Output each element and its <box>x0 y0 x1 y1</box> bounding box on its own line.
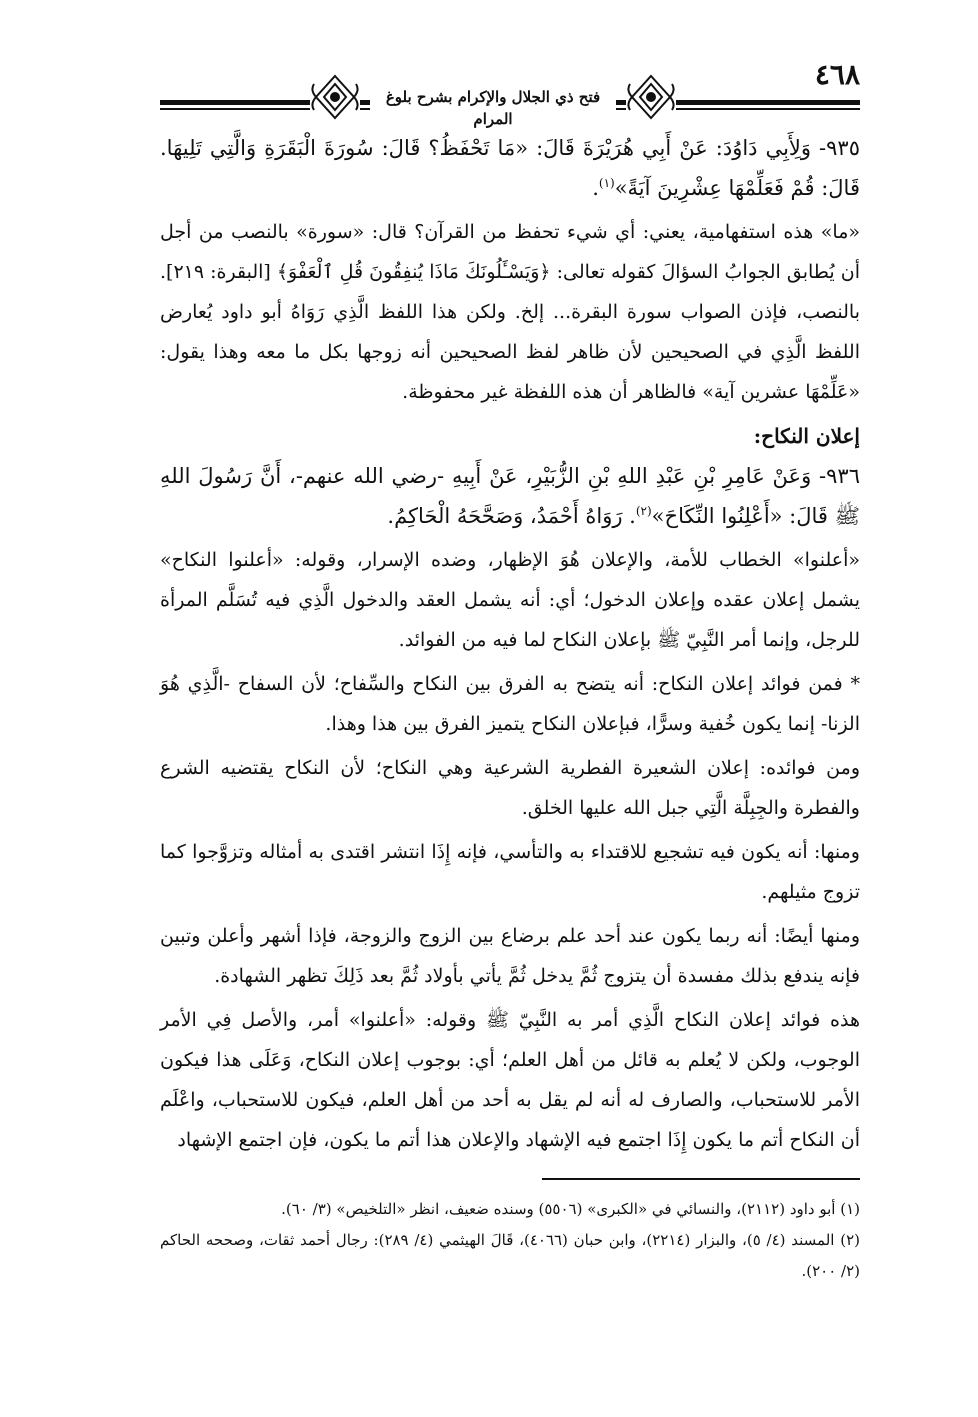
commentary-paragraph: «ما» هذه استفهامية، يعني: أي شيء تحفظ من القرآن؟ قال: «سورة» بالنصب من أجل أن يُطابق الجوابُ السؤالَ كقوله تعالى: ﴿وَيَسْـَٔلُونَكَ مَاذَا يُنفِقُونَ قُلِ ٱلْعَفْوَ﴾ [البقرة: ٢١٩]. بالنصب، فإذن الصواب سورة البقرة... إلخ. ولكن هذا اللفظ الَّذِي رَوَاهُ أبو داود يُعارض اللفظ الَّذِي في الصحيحين لأن ظاهر لفظ الصحيحين أنه زوجها بكل ما معه وهذا يقول: «عَلِّمْهَا عشرين آية» فالظاهر أن هذه اللفظة غير محفوظة. <box>160 221 860 403</box>
footnote-ref-1: (١) <box>598 176 615 190</box>
commentary-paragraph: هذه فوائد إعلان النكاح الَّذِي أمر به النَّبِيّ ﷺ وقوله: «أعلنوا» أمر، والأصل فِي الأمر الوجوب، ولكن لا يُعلم به قائل من أهل العلم؛ أي: بوجوب إعلان النكاح، وَعَلَى هذا فيكون الأمر للاستحباب، والصارف له أنه لم يقل به أحد من أهل العلم، فيكون للاستحباب، واعْلَم أن النكاح أتم ما يكون إِذَا اجتمع فيه الإشهاد والإعلان هذا أتم ما يكون، فإن اجتمع الإشهاد <box>160 1009 860 1151</box>
hadith-935-text: ٩٣٥- وَلِأَبِي دَاوُدَ: عَنْ أَبِي هُرَيْرَةَ قَالَ: «مَا تَحْفَظُ؟ قَالَ: سُورَةَ الْبَقَرَةِ وَالَّتِي تَلِيهَا. قَالَ: قُمْ فَعَلِّمْهَا عِشْرِينَ آيَةً» <box>160 136 860 200</box>
hadith-935-end: . <box>592 176 599 200</box>
footnote-ref-2: (٢) <box>635 504 652 518</box>
commentary-paragraph: ومنها: أنه يكون فيه تشجيع للاقتداء به والتأسي، فإنه إِذَا انتشر اقتدى به أمثاله وتزوَّجوا كما تزوج مثيلهم. <box>160 841 860 903</box>
ornament-icon <box>310 72 360 122</box>
section-heading: إعلان النكاح: <box>753 424 860 448</box>
hadith-936-end: . رَوَاهُ أَحْمَدُ، وَصَحَّحَهُ الْحَاكِمُ. <box>387 504 636 528</box>
footnotes <box>160 1194 860 1287</box>
running-title: فتح ذي الجلال والإكرام بشرح بلوغ المرام <box>370 86 616 130</box>
footnote-1: (١) أبو داود (٢١١٢)، والنسائي في «الكبرى» (٥٥٠٦) وسنده ضعيف، انظر «التلخيص» (٣/ ٦٠). <box>281 1199 860 1218</box>
main-text <box>160 128 860 1160</box>
commentary-paragraph: «أعلنوا» الخطاب للأمة، والإعلان هُوَ الإظهار، وضده الإسرار، وقوله: «أعلنوا النكاح» يشمل إعلان عقده وإعلان الدخول؛ أي: أنه يشمل العقد والدخول الَّذِي فيه تُسَلَّم المرأة للرجل، وإنما أمر النَّبِيّ ﷺ بإعلان النكاح لما فيه من الفوائد. <box>160 549 860 651</box>
footnote-separator <box>542 1178 860 1180</box>
commentary-paragraph: ومنها أيضًا: أنه ربما يكون عند أحد علم برضاع بين الزوج والزوجة، فإذا أشهر وأعلن وتبين فإنه يندفع بذلك مفسدة أن يتزوج ثُمَّ يدخل ثُمَّ يأتي بأولاد ثُمَّ بعد ذَلِكَ تظهر الشهادة. <box>160 925 860 987</box>
hadith-935 <box>160 128 860 208</box>
ornament-icon <box>626 72 676 122</box>
page-number: ٤٦٨ <box>811 58 864 91</box>
hadith-936 <box>160 456 860 536</box>
commentary-paragraph: ومن فوائده: إعلان الشعيرة الفطرية الشرعية وهي النكاح؛ لأن النكاح يقتضيه الشرع والفطرة والجِبِلَّة الَّتِي جبل الله عليها الخلق. <box>160 757 860 819</box>
commentary-paragraph: * فمن فوائد إعلان النكاح: أنه يتضح به الفرق بين النكاح والسِّفاح؛ لأن السفاح -الَّذِي هُوَ الزنا- إنما يكون خُفية وسرًّا، فبإعلان النكاح يتميز الفرق بين هذا وهذا. <box>160 673 860 735</box>
hadith-936-text: ٩٣٦- وَعَنْ عَامِرِ بْنِ عَبْدِ اللهِ بْنِ الزُّبَيْرِ، عَنْ أَبِيهِ -رضي الله عنهم-، أَنَّ رَسُولَ اللهِ ﷺ قَالَ: «أَعْلِنُوا النِّكَاحَ» <box>160 464 860 528</box>
page-header <box>160 58 860 128</box>
footnote-2: (٢) المسند (٤/ ٥)، والبزار (٢٢١٤)، وابن حبان (٤٠٦٦)، قَالَ الهيثمي (٤/ ٢٨٩): رجال أحمد ثقات، وصححه الحاكم (٢/ ٢٠٠). <box>160 1230 860 1280</box>
